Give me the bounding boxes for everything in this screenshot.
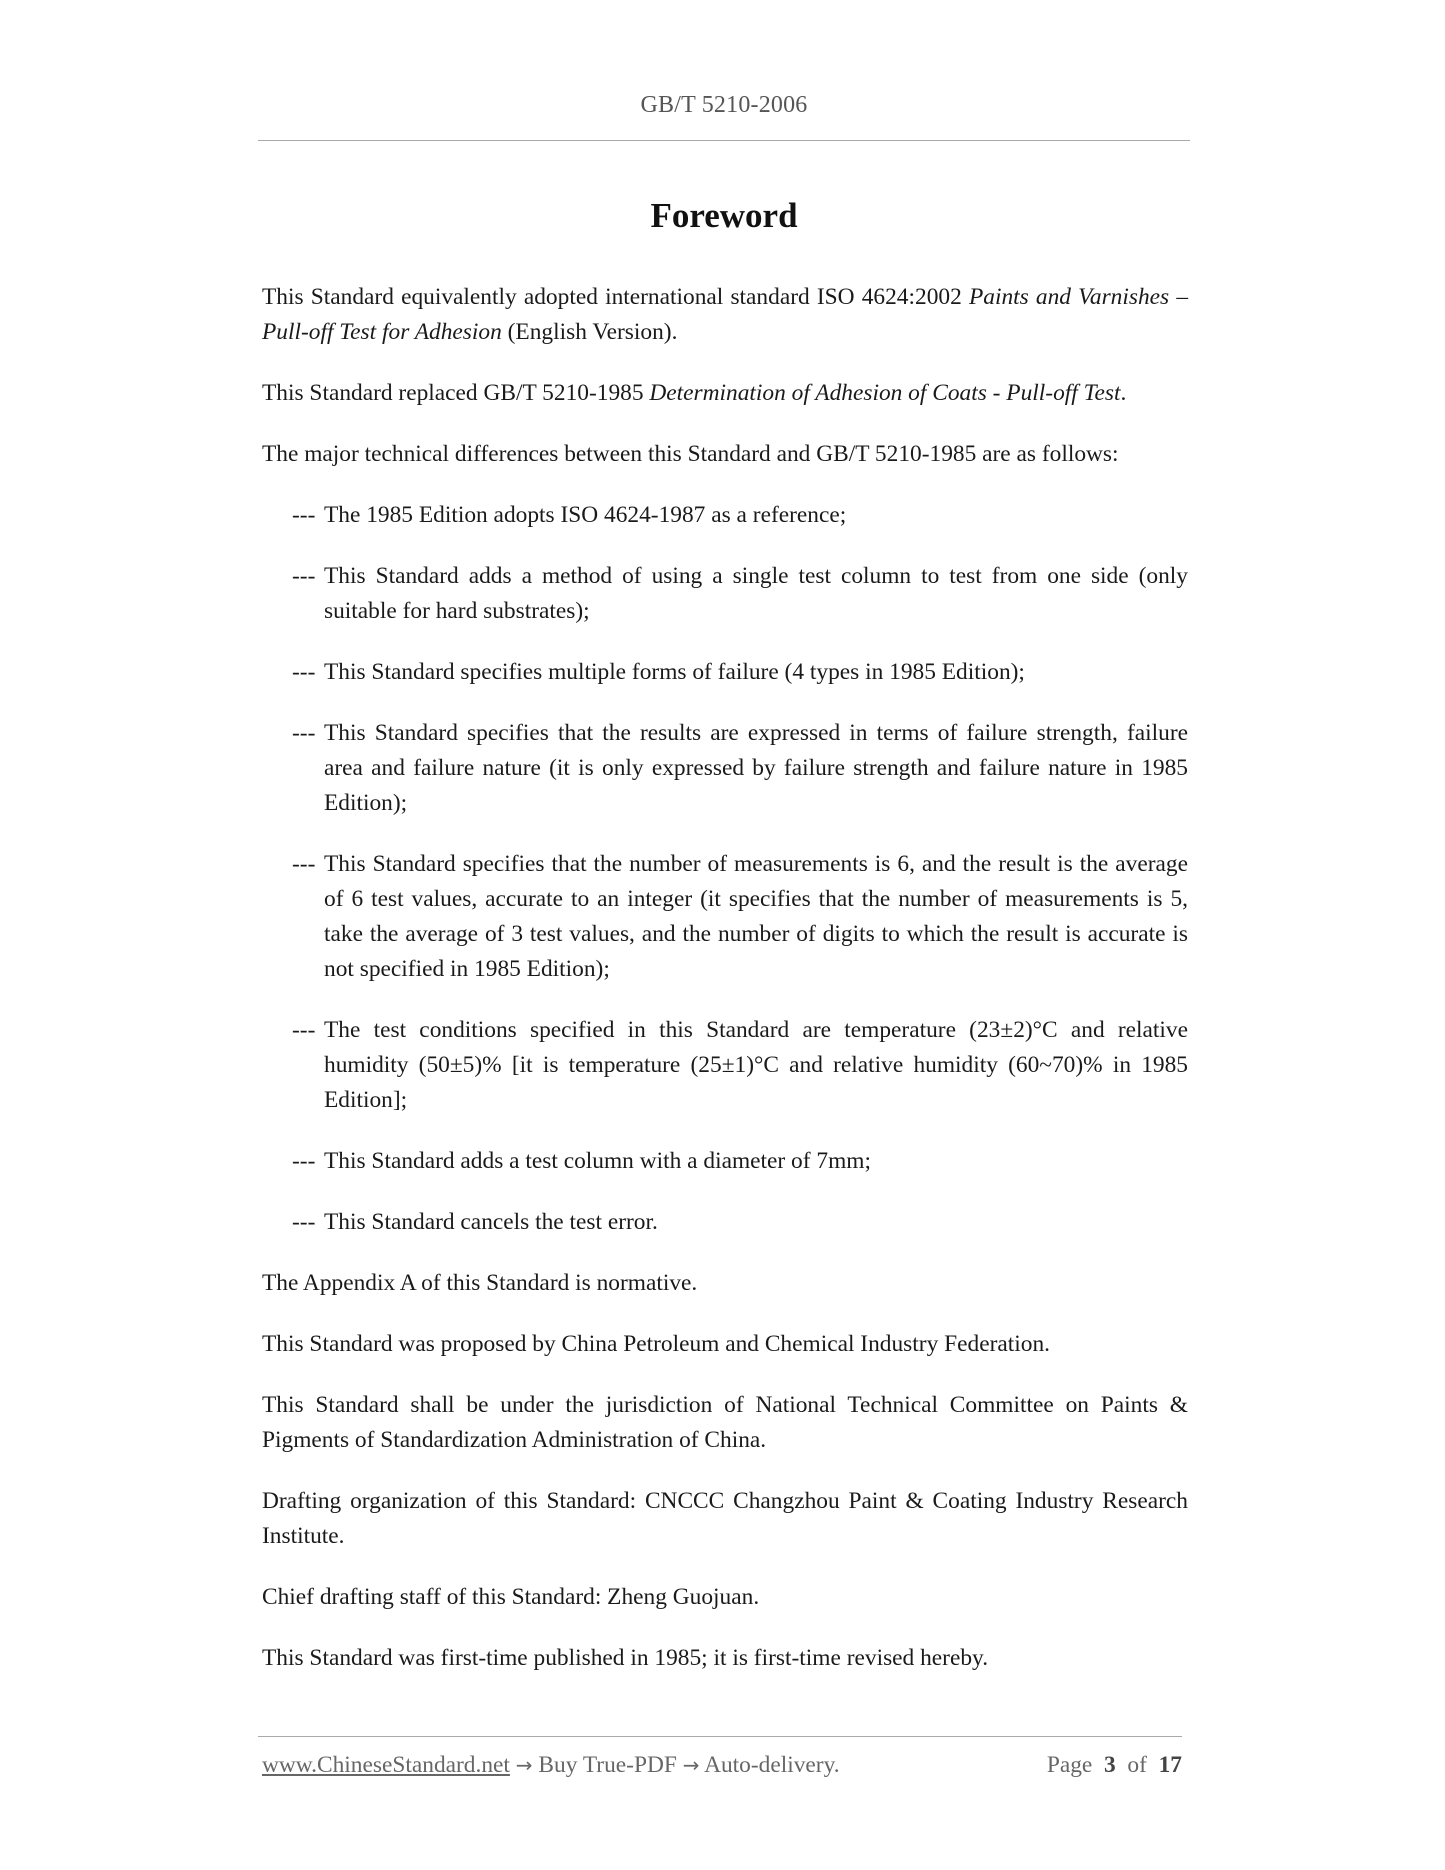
dash-marker: --- — [292, 851, 316, 877]
arrow-right-icon: → — [682, 1753, 700, 1777]
list-item — [292, 1013, 1188, 1118]
header-divider — [258, 140, 1190, 141]
page-counter — [1047, 1752, 1182, 1779]
arrow-right-icon: → — [515, 1753, 533, 1777]
list-item-text: This Standard specifies multiple forms of failure (4 types in 1985 Edition); — [324, 659, 1025, 685]
iso-title-italic: Paints and Varnishes – Pull-off Test for Adhesion — [262, 284, 1189, 345]
foreword-body — [262, 280, 1188, 1702]
list-item — [292, 1205, 1188, 1240]
dash-marker: --- — [292, 563, 316, 589]
paragraph-adoption — [262, 280, 1188, 350]
paragraph-differences-intro: The major technical differences between this Standard and GB/T 5210-1985 are as follows: — [262, 441, 1119, 467]
list-item-text: The test conditions specified in this Standard are temperature (23±2)°C and relative humidity (50±5)% [it is temperature (25±1)°C and relative humidity (60~70)% in 1985 Edition]; — [324, 1017, 1188, 1113]
paragraph-text: . — [1120, 380, 1127, 406]
paragraph-text: (English Version). — [501, 319, 678, 345]
paragraph-proposed-by: This Standard was proposed by China Petroleum and Chemical Industry Federation. — [262, 1331, 1050, 1357]
dash-marker: --- — [292, 1209, 316, 1235]
footer-links — [262, 1752, 840, 1779]
current-page-number: 3 — [1104, 1752, 1116, 1778]
running-header: GB/T 5210-2006 — [640, 92, 808, 118]
auto-delivery-text: Auto-delivery. — [704, 1752, 840, 1778]
page-footer — [262, 1752, 1182, 1779]
list-item — [292, 655, 1188, 690]
gb-title-italic: Determination of Adhesion of Coats - Pull-off Test — [649, 380, 1121, 406]
list-item — [292, 716, 1188, 821]
paragraph-appendix: The Appendix A of this Standard is normative. — [262, 1270, 698, 1296]
site-link[interactable]: www.ChineseStandard.net — [262, 1752, 510, 1778]
list-item — [292, 498, 1188, 533]
paragraph-text: This Standard equivalently adopted international standard ISO 4624:2002 — [262, 284, 969, 310]
list-item-text: This Standard cancels the test error. — [324, 1209, 658, 1235]
dash-marker: --- — [292, 1148, 316, 1174]
footer-divider — [258, 1736, 1182, 1737]
dash-marker: --- — [292, 1017, 316, 1043]
paragraph-jurisdiction: This Standard shall be under the jurisdiction of National Technical Committee on Paints & Pigments of Standardization Administration of China. — [262, 1392, 1188, 1453]
buy-pdf-text: Buy True-PDF — [538, 1752, 677, 1778]
total-pages-number: 17 — [1158, 1752, 1182, 1778]
paragraph-publication-history: This Standard was first-time published in 1985; it is first-time revised hereby. — [262, 1645, 989, 1671]
list-item — [292, 559, 1188, 629]
page-title: Foreword — [650, 196, 798, 235]
dash-marker: --- — [292, 720, 316, 746]
list-item — [292, 847, 1188, 987]
list-item-text: This Standard adds a test column with a diameter of 7mm; — [324, 1148, 871, 1174]
list-item-text: This Standard specifies that the number of measurements is 6, and the result is the average of 6 test values, accurate to an integer (it specifies that the number of measurements is 5, take the average of 3 test values, and the number of digits to which the result is accurate is not specified in 1985 Edition); — [324, 851, 1188, 982]
list-item-text: This Standard specifies that the results are expressed in terms of failure strength, failure area and failure nature (it is only expressed by failure strength and failure nature in 1985 Edition); — [324, 720, 1188, 816]
dash-marker: --- — [292, 502, 316, 528]
list-item-text: The 1985 Edition adopts ISO 4624-1987 as a reference; — [324, 502, 847, 528]
list-item-text: This Standard adds a method of using a single test column to test from one side (only suitable for hard substrates); — [324, 563, 1188, 624]
dash-marker: --- — [292, 659, 316, 685]
paragraph-replaced — [262, 376, 1188, 411]
page-label: Page — [1046, 1752, 1093, 1778]
paragraph-text: This Standard replaced GB/T 5210-1985 — [262, 380, 650, 406]
paragraph-drafting-org: Drafting organization of this Standard: CNCCC Changzhou Paint & Coating Industry Research Institute. — [262, 1488, 1188, 1549]
of-label: of — [1127, 1752, 1147, 1778]
paragraph-drafting-staff: Chief drafting staff of this Standard: Zheng Guojuan. — [262, 1584, 760, 1610]
list-item — [292, 1144, 1188, 1179]
